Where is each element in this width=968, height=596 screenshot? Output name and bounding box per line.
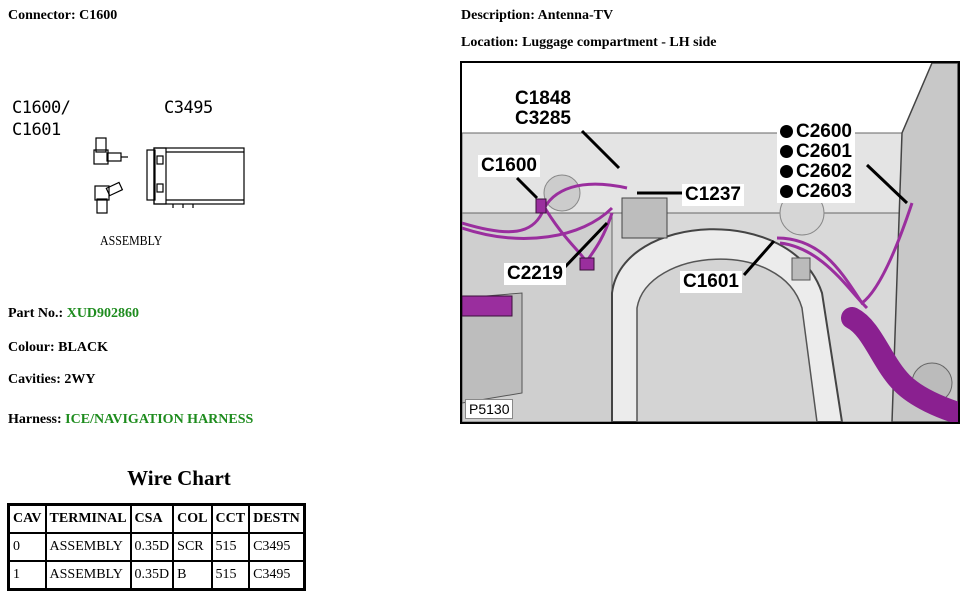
cavities-row	[8, 372, 96, 388]
cavities-label: Cavities:	[8, 372, 61, 387]
location-label	[461, 35, 717, 51]
connector-value: C1600	[79, 8, 118, 23]
diagram-label-c1601: C1601	[12, 120, 61, 140]
lower-plug-shape	[95, 182, 122, 213]
cell-csa: 0.35D	[131, 561, 174, 590]
c3495-block-shape	[147, 148, 244, 208]
callout-c1848-c3285	[512, 88, 574, 130]
cavities-value: 2WY	[64, 372, 96, 387]
cell-destn-link[interactable]: C3495	[249, 533, 304, 561]
bullet-dot-icon	[780, 125, 793, 138]
header-cct: CCT	[212, 505, 250, 534]
upper-plug-shape	[94, 138, 128, 164]
callout-c1600: C1600	[478, 155, 540, 177]
callout-c2219: C2219	[504, 263, 566, 285]
cell-cav: 0	[9, 533, 46, 561]
callout-c2600: C2600	[796, 121, 852, 142]
part-no-link[interactable]: XUD902860	[66, 306, 140, 321]
description-label	[461, 8, 613, 24]
header-col: COL	[173, 505, 211, 534]
cell-cct: 515	[212, 533, 250, 561]
location-photo	[460, 61, 960, 424]
callout-c2602: C2602	[796, 161, 852, 182]
connector-diagram	[8, 88, 268, 263]
bullet-dot-icon	[780, 145, 793, 158]
header-csa: CSA	[131, 505, 174, 534]
cell-col: B	[173, 561, 211, 590]
bullet-dot-icon	[780, 185, 793, 198]
harness-label: Harness:	[8, 412, 62, 427]
colour-value: BLACK	[58, 340, 108, 355]
bullet-dot-icon	[780, 165, 793, 178]
callout-c2603: C2603	[796, 181, 852, 202]
cell-cct: 515	[212, 561, 250, 590]
location-label-text: Location:	[461, 35, 519, 50]
harness-link[interactable]: ICE/NAVIGATION HARNESS	[65, 412, 254, 427]
wire-chart-title: Wire Chart	[127, 466, 231, 490]
cell-terminal: ASSEMBLY	[46, 561, 131, 590]
colour-label: Colour:	[8, 340, 55, 355]
header-cav: CAV	[9, 505, 46, 534]
diagram-label-c3495: C3495	[164, 98, 213, 118]
callout-c3285: C3285	[515, 108, 571, 129]
table-row	[9, 561, 305, 590]
description-label-text: Description:	[461, 8, 535, 23]
callout-c1848: C1848	[515, 88, 571, 109]
harness-row	[8, 412, 253, 428]
cell-cav: 1	[9, 561, 46, 590]
wire-chart-header-row	[9, 505, 305, 534]
callout-c1601: C1601	[680, 271, 742, 293]
description-value: Antenna-TV	[537, 8, 614, 23]
location-value: Luggage compartment - LH side	[522, 35, 717, 50]
connector-label-text: Connector:	[8, 8, 76, 23]
colour-row	[8, 340, 108, 356]
part-no-row	[8, 306, 139, 322]
wire-chart-table	[7, 503, 306, 591]
callout-c2600-group	[777, 121, 855, 203]
connector-label	[8, 8, 117, 24]
cell-destn-link[interactable]: C3495	[249, 561, 304, 590]
diagram-assembly-label: ASSEMBLY	[100, 234, 163, 249]
cell-terminal: ASSEMBLY	[46, 533, 131, 561]
figure-number: P5130	[465, 399, 513, 419]
table-row	[9, 533, 305, 561]
callout-c2601: C2601	[796, 141, 852, 162]
diagram-label-c1600: C1600/	[12, 98, 71, 118]
header-terminal: TERMINAL	[46, 505, 131, 534]
cell-col: SCR	[173, 533, 211, 561]
header-destn: DESTN	[249, 505, 304, 534]
part-no-label: Part No.:	[8, 306, 64, 321]
callout-c1237: C1237	[682, 184, 744, 206]
connector-drawing	[8, 88, 268, 228]
cell-csa: 0.35D	[131, 533, 174, 561]
